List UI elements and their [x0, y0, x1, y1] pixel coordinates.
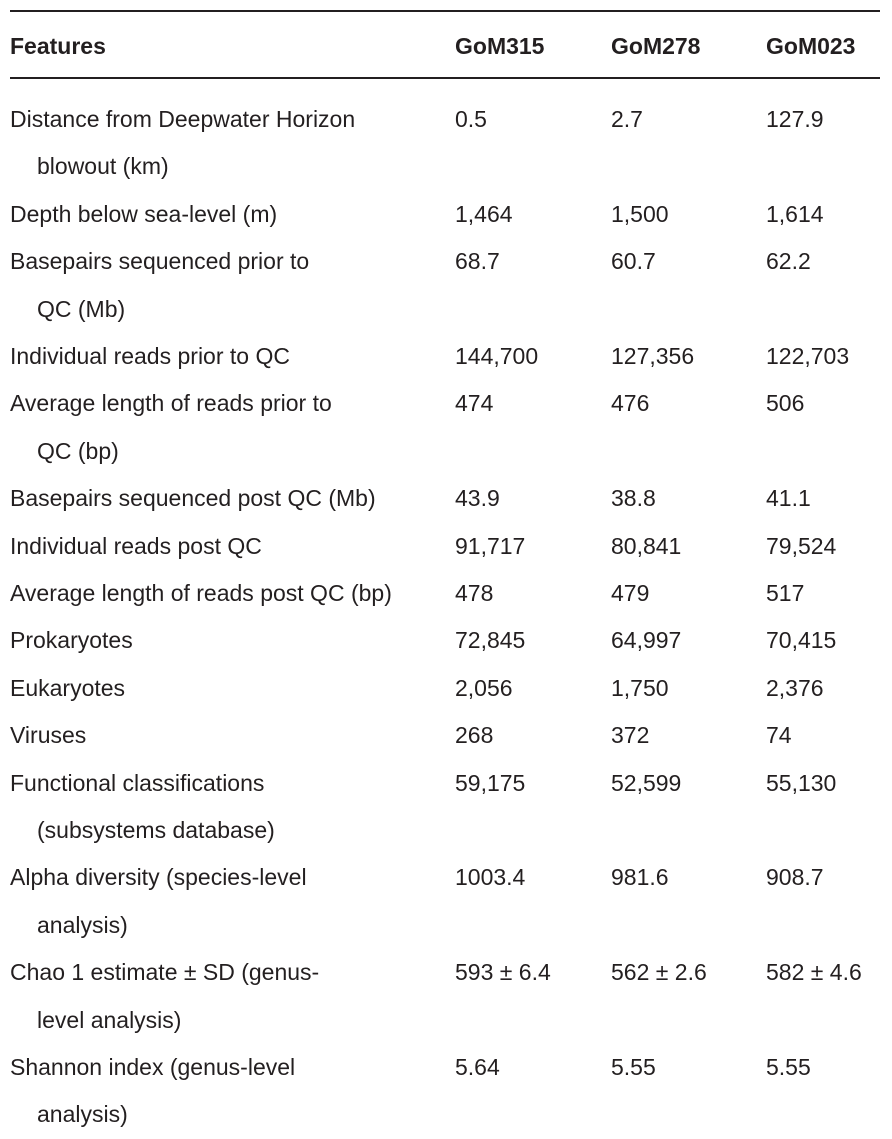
table-row [0, 712, 892, 759]
feature-label-line: Prokaryotes [10, 627, 133, 654]
table-row [0, 238, 892, 333]
feature-label-line: Average length of reads prior to [10, 390, 332, 417]
feature-label-line: Shannon index (genus-level [10, 1053, 296, 1080]
feature-cell [10, 665, 435, 712]
value-cell: 55,130 [766, 769, 837, 796]
value-cell: 80,841 [611, 532, 682, 559]
value-cell: 1,750 [611, 674, 669, 701]
table-row [0, 191, 892, 238]
value-cell: 1,464 [455, 200, 513, 227]
value-cell: 981.6 [611, 864, 669, 891]
value-cell: 144,700 [455, 342, 539, 369]
feature-cell [10, 617, 435, 664]
value-cell: 79,524 [766, 532, 837, 559]
value-cell: 5.55 [611, 1053, 656, 1080]
value-cell: 41.1 [766, 485, 811, 512]
feature-label-line: Basepairs sequenced prior to [10, 248, 310, 275]
value-cell: 1,614 [766, 200, 824, 227]
top-rule [10, 10, 880, 12]
table-row [0, 96, 892, 191]
table-row [0, 949, 892, 1044]
value-cell: 43.9 [455, 485, 500, 512]
feature-label-line: Basepairs sequenced post QC (Mb) [10, 485, 376, 512]
value-cell: 517 [766, 579, 805, 606]
feature-cell [10, 570, 435, 617]
value-cell: 5.55 [766, 1053, 811, 1080]
table-header-row [0, 28, 892, 64]
feature-label-line: analysis) [37, 911, 128, 938]
value-cell: 60.7 [611, 248, 656, 275]
feature-label-line: Alpha diversity (species-level [10, 864, 307, 891]
feature-label-line: (subsystems database) [37, 816, 275, 843]
value-cell: 478 [455, 579, 494, 606]
feature-label-line: Distance from Deepwater Horizon [10, 106, 356, 132]
header-gom278: GoM278 [611, 33, 701, 59]
value-cell: 68.7 [455, 248, 500, 275]
table-row [0, 333, 892, 380]
value-cell: 372 [611, 722, 650, 749]
feature-label-line: analysis) [37, 1101, 128, 1128]
value-cell: 38.8 [611, 485, 656, 512]
header-gom023: GoM023 [766, 33, 856, 59]
value-cell: 479 [611, 579, 650, 606]
value-cell: 122,703 [766, 342, 850, 369]
feature-label-line: level analysis) [37, 1006, 182, 1033]
value-cell: 0.5 [455, 106, 487, 132]
value-cell: 59,175 [455, 769, 526, 796]
feature-cell [10, 760, 435, 855]
value-cell: 127.9 [766, 106, 824, 132]
feature-label-line: QC (Mb) [37, 295, 126, 322]
value-cell: 1,500 [611, 200, 669, 227]
feature-cell [10, 333, 435, 380]
value-cell: 2.7 [611, 106, 643, 132]
feature-label-line: Individual reads post QC [10, 532, 262, 559]
value-cell: 127,356 [611, 342, 695, 369]
value-cell: 2,056 [455, 674, 513, 701]
feature-cell [10, 238, 435, 333]
feature-cell [10, 475, 435, 522]
feature-label-line: Chao 1 estimate ± SD (genus- [10, 959, 320, 986]
value-cell: 562 ± 2.6 [611, 959, 707, 986]
feature-label-line: Individual reads prior to QC [10, 342, 290, 369]
feature-label-line: Average length of reads post QC (bp) [10, 579, 392, 606]
value-cell: 70,415 [766, 627, 837, 654]
table-row [0, 1044, 892, 1139]
value-cell: 5.64 [455, 1053, 500, 1080]
value-cell: 91,717 [455, 532, 526, 559]
feature-cell [10, 523, 435, 570]
value-cell: 593 ± 6.4 [455, 959, 551, 986]
feature-cell [10, 191, 435, 238]
feature-label-line: Eukaryotes [10, 674, 126, 701]
feature-cell [10, 96, 435, 191]
value-cell: 72,845 [455, 627, 526, 654]
value-cell: 64,997 [611, 627, 682, 654]
feature-label-line: QC (bp) [37, 437, 119, 464]
value-cell: 74 [766, 722, 792, 749]
feature-cell [10, 380, 435, 475]
value-cell: 908.7 [766, 864, 824, 891]
feature-cell [10, 1044, 435, 1139]
header-rule [10, 77, 880, 79]
table-row [0, 380, 892, 475]
value-cell: 582 ± 4.6 [766, 959, 862, 986]
feature-label-line: Viruses [10, 722, 87, 749]
feature-cell [10, 854, 435, 949]
table-row [0, 617, 892, 664]
table-row [0, 665, 892, 712]
table-row [0, 570, 892, 617]
table-row [0, 760, 892, 855]
value-cell: 268 [455, 722, 494, 749]
table-row [0, 475, 892, 522]
value-cell: 2,376 [766, 674, 824, 701]
header-gom315: GoM315 [455, 33, 545, 59]
value-cell: 1003.4 [455, 864, 526, 891]
table-row [0, 854, 892, 949]
table-row [0, 523, 892, 570]
value-cell: 506 [766, 390, 805, 417]
value-cell: 62.2 [766, 248, 811, 275]
value-cell: 476 [611, 390, 650, 417]
table-body [0, 96, 892, 1139]
feature-label-line: Depth below sea-level (m) [10, 200, 278, 227]
feature-cell [10, 949, 435, 1044]
feature-label-line: blowout (km) [37, 153, 169, 180]
value-cell: 474 [455, 390, 494, 417]
value-cell: 52,599 [611, 769, 682, 796]
feature-cell [10, 712, 435, 759]
feature-label-line: Functional classifications [10, 769, 265, 796]
header-features: Features [10, 33, 106, 59]
